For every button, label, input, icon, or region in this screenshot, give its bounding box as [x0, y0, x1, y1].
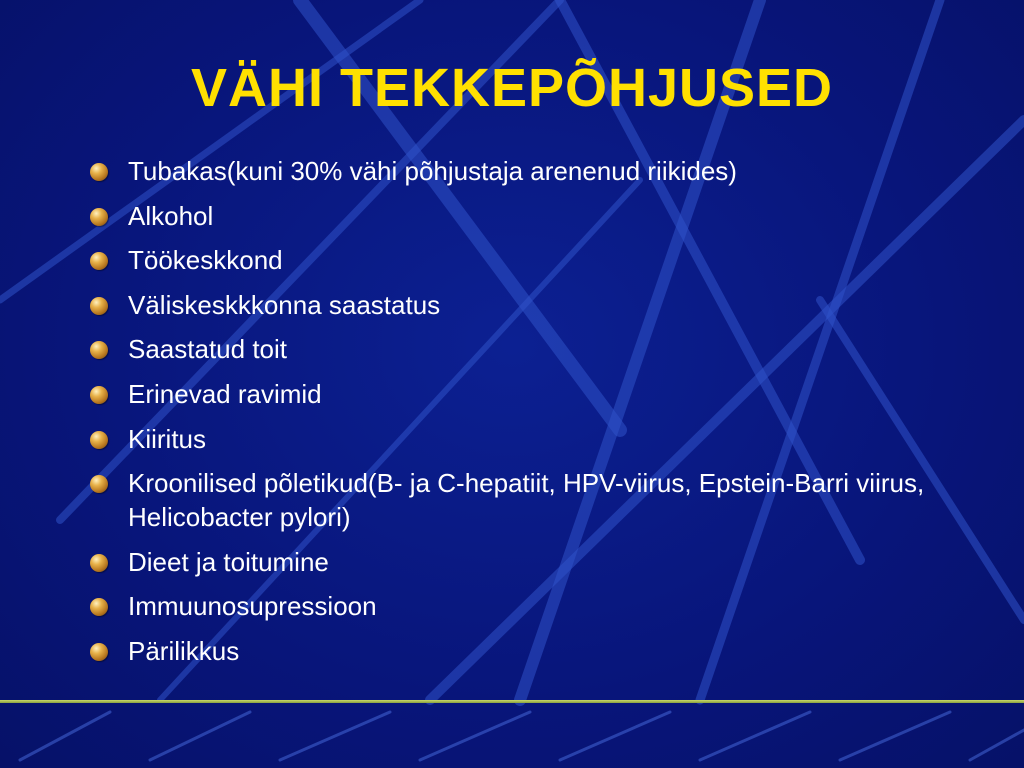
list-item: [88, 154, 968, 188]
list-item: [88, 422, 968, 456]
bullet-sphere-icon: [90, 252, 108, 270]
bullet-sphere-icon: [90, 297, 108, 315]
list-item: [88, 634, 968, 668]
list-item-text: Kroonilised põletikud(B- ja C-hepatiit, HPV-viirus, Epstein-Barri viirus, Helicobacter pylori): [128, 468, 925, 533]
bottom-divider: [0, 700, 1024, 703]
list-item: [88, 377, 968, 411]
bullet-sphere-icon: [90, 598, 108, 616]
list-item-text: Väliskeskkkonna saastatus: [128, 289, 441, 320]
list-item-text: Immuunosupressioon: [128, 591, 377, 622]
list-item: [88, 466, 968, 534]
list-item-text: Kiiritus: [128, 423, 207, 454]
list-item: [88, 243, 968, 277]
bullet-sphere-icon: [90, 431, 108, 449]
bullet-sphere-icon: [90, 386, 108, 404]
bullet-sphere-icon: [90, 643, 108, 661]
list-item-text: Töökeskkond: [128, 245, 283, 276]
bullet-sphere-icon: [90, 554, 108, 572]
list-item-text: Saastatud toit: [128, 334, 287, 365]
list-item-text: Pärilikkus: [128, 635, 240, 666]
list-item-text: Tubakas(kuni 30% vähi põhjustaja arenenud riikides): [128, 156, 737, 186]
bullet-sphere-icon: [90, 341, 108, 359]
list-item: [88, 199, 968, 233]
list-item-text: Erinevad ravimid: [128, 378, 322, 409]
bullet-sphere-icon: [90, 475, 108, 493]
list-item: [88, 332, 968, 366]
bullet-list: [88, 154, 968, 679]
list-item-text: Alkohol: [128, 200, 214, 231]
list-item: [88, 288, 968, 322]
slide-title: VÄHI TEKKEPÕHJUSED: [190, 58, 834, 118]
list-item: [88, 545, 968, 579]
bullet-sphere-icon: [90, 208, 108, 226]
list-item: [88, 589, 968, 623]
list-item-text: Dieet ja toitumine: [128, 546, 329, 577]
bullet-sphere-icon: [90, 163, 108, 181]
